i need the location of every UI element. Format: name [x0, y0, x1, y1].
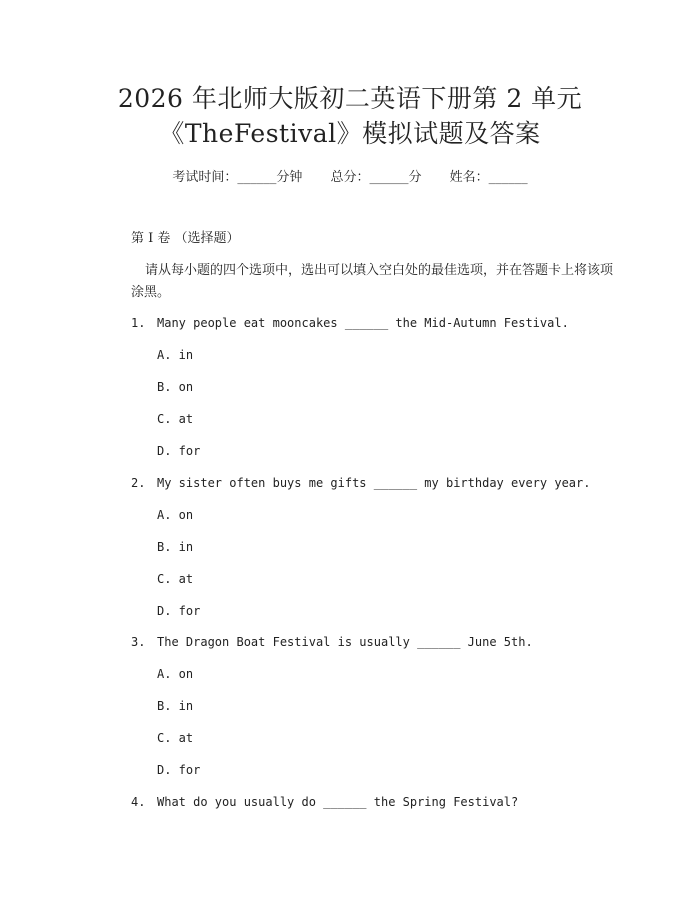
question-3-option-c: C. at — [157, 731, 194, 745]
question-2-option-b: B. in — [157, 540, 194, 554]
question-3-option-d: D. for — [157, 763, 201, 777]
exam-info — [0, 169, 700, 187]
exam-total-score: 总分：______分 — [330, 170, 422, 185]
question-1-option-d: D. for — [157, 444, 201, 458]
question-text: Many people eat mooncakes ______ the Mid-Autumn Festival. — [157, 316, 569, 330]
question-1-option-a: A. in — [157, 348, 194, 362]
question-text: What do you usually do ______ the Spring Festival? — [157, 795, 519, 809]
instructions — [131, 260, 621, 304]
question-2-option-a: A. on — [157, 508, 194, 522]
question-2 — [131, 475, 590, 491]
question-2-option-d: D. for — [157, 604, 201, 618]
document-title-line-2: 《TheFestival》模拟试题及答案 — [159, 119, 541, 148]
question-number: 2. — [131, 476, 146, 490]
question-text: My sister often buys me gifts ______ my birthday every year. — [157, 476, 591, 490]
question-1 — [131, 315, 569, 331]
question-3 — [131, 634, 533, 650]
question-3-option-b: B. in — [157, 699, 194, 713]
question-number: 4. — [131, 795, 146, 809]
section-title: 第 I 卷 （选择题） — [131, 231, 240, 246]
instructions-text: 请从每小题的四个选项中，选出可以填入空白处的最佳选项，并在答题卡上将该项涂黑。 — [131, 263, 614, 300]
question-1-option-b: B. on — [157, 380, 194, 394]
question-2-option-c: C. at — [157, 572, 194, 586]
question-4 — [131, 794, 518, 810]
exam-name: 姓名：______ — [449, 170, 528, 185]
question-number: 1. — [131, 316, 146, 330]
question-3-option-a: A. on — [157, 667, 194, 681]
question-number: 3. — [131, 635, 146, 649]
document-title-line-1: 2026 年北师大版初二英语下册第 2 单元 — [117, 84, 583, 113]
question-1-option-c: C. at — [157, 412, 194, 426]
question-text: The Dragon Boat Festival is usually ______ June 5th. — [157, 635, 533, 649]
exam-time: 考试时间：______分钟 — [172, 170, 303, 185]
